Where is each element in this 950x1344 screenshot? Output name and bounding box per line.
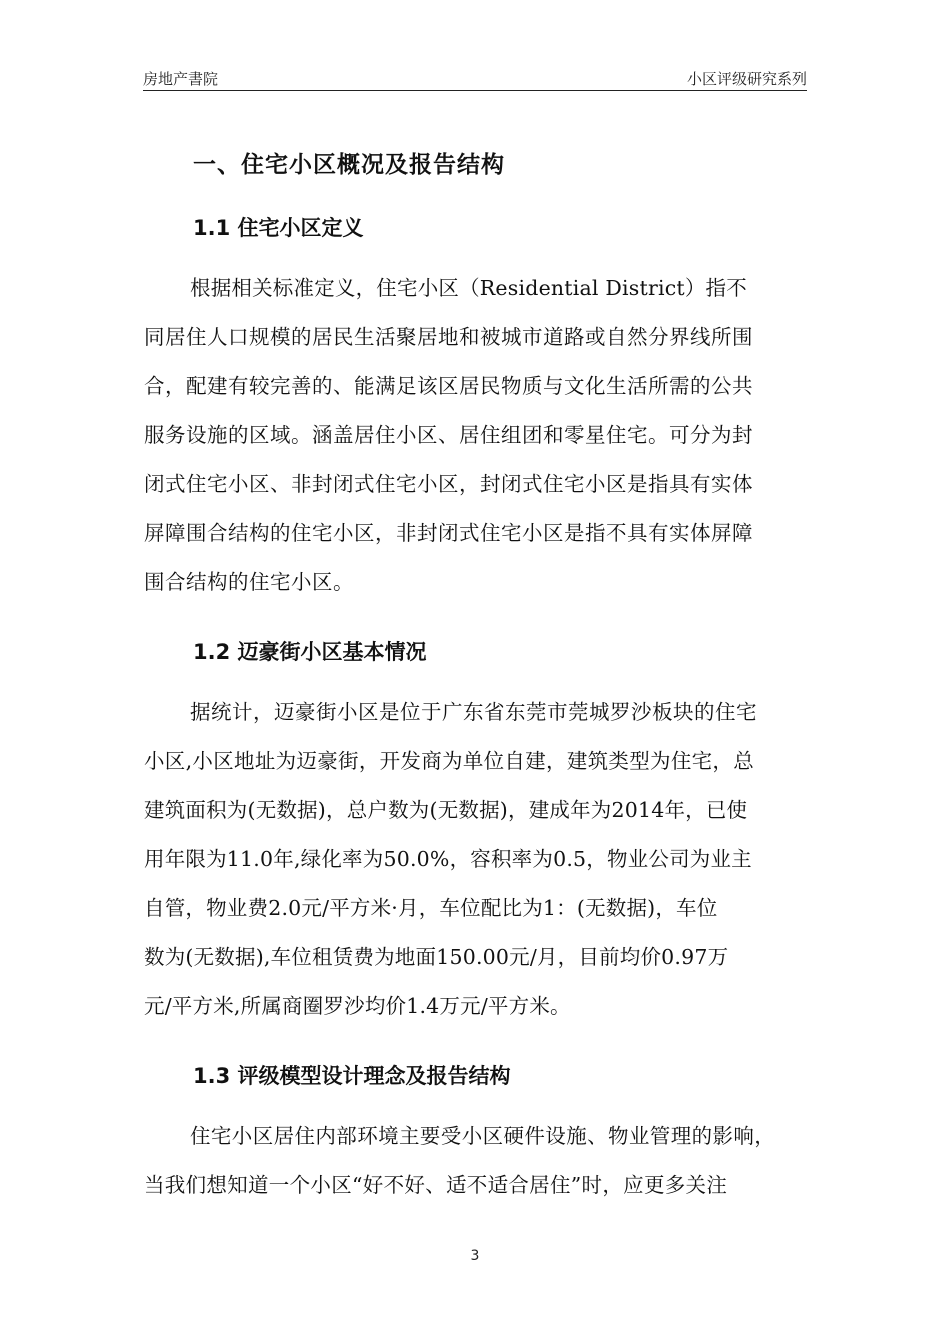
header-publisher: 房地产書院 <box>143 70 219 88</box>
section-1-2-paragraph <box>144 688 808 1031</box>
paragraph-line: 闭式住宅小区、非封闭式住宅小区，封闭式住宅小区是指具有实体 <box>144 472 753 496</box>
paragraph-line: 建筑面积为(无数据)，总户数为(无数据)，建成年为2014年，已使 <box>144 798 748 822</box>
paragraph-line: 用年限为11.0年,绿化率为50.0%，容积率为0.5，物业公司为业主 <box>144 847 752 871</box>
paragraph-line: 根据相关标准定义，住宅小区（Residential District）指不 <box>190 276 747 300</box>
paragraph-line: 合，配建有较完善的、能满足该区居民物质与文化生活所需的公共 <box>144 374 753 398</box>
paragraph-line: 小区,小区地址为迈豪街，开发商为单位自建，建筑类型为住宅，总 <box>144 749 755 773</box>
paragraph-line: 自管，物业费2.0元/平方米·月，车位配比为1：(无数据)，车位 <box>144 896 718 920</box>
section-1-3-paragraph <box>144 1112 808 1210</box>
header-series-title: 小区评级研究系列 <box>686 70 807 88</box>
section-1-2-title: 1.2 迈豪街小区基本情况 <box>193 640 427 664</box>
paragraph-line: 据统计，迈豪街小区是位于广东省东莞市莞城罗沙板块的住宅 <box>190 700 757 724</box>
section-1-1-paragraph <box>144 264 808 607</box>
paragraph-line: 屏障围合结构的住宅小区，非封闭式住宅小区是指不具有实体屏障 <box>144 521 753 545</box>
paragraph-line: 同居住人口规模的居民生活聚居地和被城市道路或自然分界线所围 <box>144 325 753 349</box>
chapter-heading: 一、住宅小区概况及报告结构 <box>193 152 505 178</box>
paragraph-line: 住宅小区居住内部环境主要受小区硬件设施、物业管理的影响， <box>190 1124 776 1148</box>
paragraph-line: 围合结构的住宅小区。 <box>144 570 354 594</box>
page-header <box>143 66 807 91</box>
section-1-3-title: 1.3 评级模型设计理念及报告结构 <box>193 1064 511 1088</box>
paragraph-line: 当我们想知道一个小区“好不好、适不适合居住”时，应更多关注 <box>144 1173 728 1197</box>
paragraph-line: 元/平方米,所属商圈罗沙均价1.4万元/平方米。 <box>144 994 571 1018</box>
paragraph-line: 服务设施的区域。涵盖居住小区、居住组团和零星住宅。可分为封 <box>144 423 753 447</box>
section-1-1-title: 1.1 住宅小区定义 <box>193 216 364 240</box>
page-number: 3 <box>470 1248 480 1264</box>
paragraph-line: 数为(无数据),车位租赁费为地面150.00元/月，目前均价0.97万 <box>144 945 729 969</box>
